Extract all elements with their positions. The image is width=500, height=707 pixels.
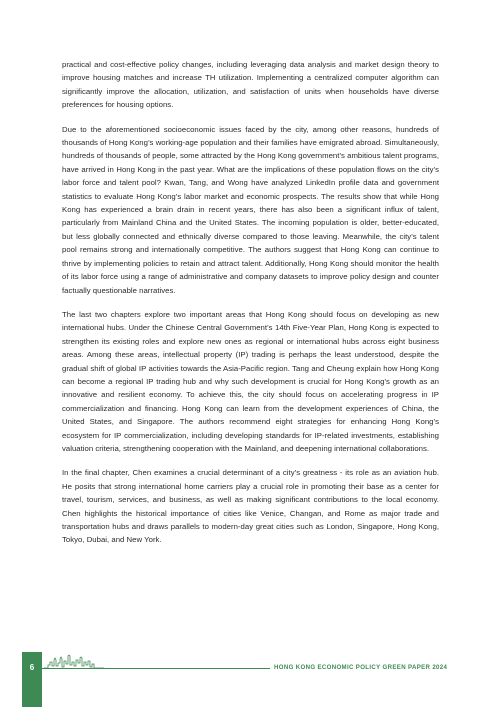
- paragraph-aviation-hub: In the final chapter, Chen examines a crucial determinant of a city’s greatness - its role as an aviation hub. He posits that strong international home carriers play a crucial role in promoting their base as a center for travel, tourism, services, and business, as well as making significant contributions to the local economy. Chen highlights the historical importance of cities like Venice, Changan, and Rome as major trade and transportation hubs and draws parallels to modern-day great cities such as London, Singapore, Hong Kong, Tokyo, Dubai, and New York.: [62, 468, 439, 545]
- paragraph-international-hubs: The last two chapters explore two important areas that Hong Kong should focus on developing as new international hubs. Under the Chinese Central Government’s 14th Five-Year Plan, Hong Kong is expected to strengthen its existing roles and explore new ones as regional or international hubs across eight business areas. Among these areas, intellectual property (IP) trading is perhaps the least understood, despite the gradual shift of global IP activities towards the Asia-Pacific region. Tang and Cheung explain how Hong Kong can become a regional IP trading hub and why such development is crucial for Hong Kong’s growth as an innovative and resilient economy. To achieve this, the city should focus on accelerating progress in IP commercialization and financing. Hong Kong can learn from the development experiences of China, the United States, and Singapore. The authors recommend eight strategies for enhancing Hong Kong’s ecosystem for IP commercialization, including developing standards for IP-related investments, establishing valuation criteria, strengthening cooperation with the Mainland, and deepening international collaborations.: [62, 309, 439, 453]
- publication-title: HONG KONG ECONOMIC POLICY GREEN PAPER 2024: [274, 664, 448, 671]
- paragraph-housing-policy: practical and cost-effective policy changes, including leveraging data analysis and market design theory to improve housing matches and increase TH utilization. Implementing a centralized computer algorithm can significantly improve the allocation, utilization, and satisfaction of units when households have diverse preferences for housing options.: [62, 60, 439, 110]
- body-text: [62, 58, 439, 558]
- footer-rule: [42, 668, 270, 669]
- paragraph-talent-flows: Due to the aforementioned socioeconomic issues faced by the city, among other reasons, hundreds of thousands of Hong Kong’s working-age population and their families have emigrated abroad. Simultaneously, hundreds of thousands of people, some attracted by the Hong Kong government’s ambitious talent programs, have arrived in Hong Kong in the past year. What are the implications of these population flows on the city’s labor force and talent pool? Kwan, Tang, and Wong have analyzed LinkedIn profile data and government statistics to evaluate Hong Kong’s labor market and economic prospects. The results show that while Hong Kong has experienced a brain drain in recent years, there has also been a significant influx of talent, particularly from Mainland China and the United States. The incoming population is older, better-educated, but less globally connected and ethnically diverse compared to those leaving. Meanwhile, the city’s talent pool remains strong and internationally competitive. The authors suggest that Hong Kong can continue to thrive by implementing policies to retain and attract talent. Additionally, Hong Kong should monitor the health of its labor force using a range of administrative and company datasets to improve policy design and counter factually questionable narratives.: [62, 124, 439, 295]
- page-footer: [0, 652, 500, 707]
- page-number-tab: [22, 652, 42, 707]
- city-skyline-icon: [44, 654, 104, 669]
- page-number: 6: [29, 663, 35, 672]
